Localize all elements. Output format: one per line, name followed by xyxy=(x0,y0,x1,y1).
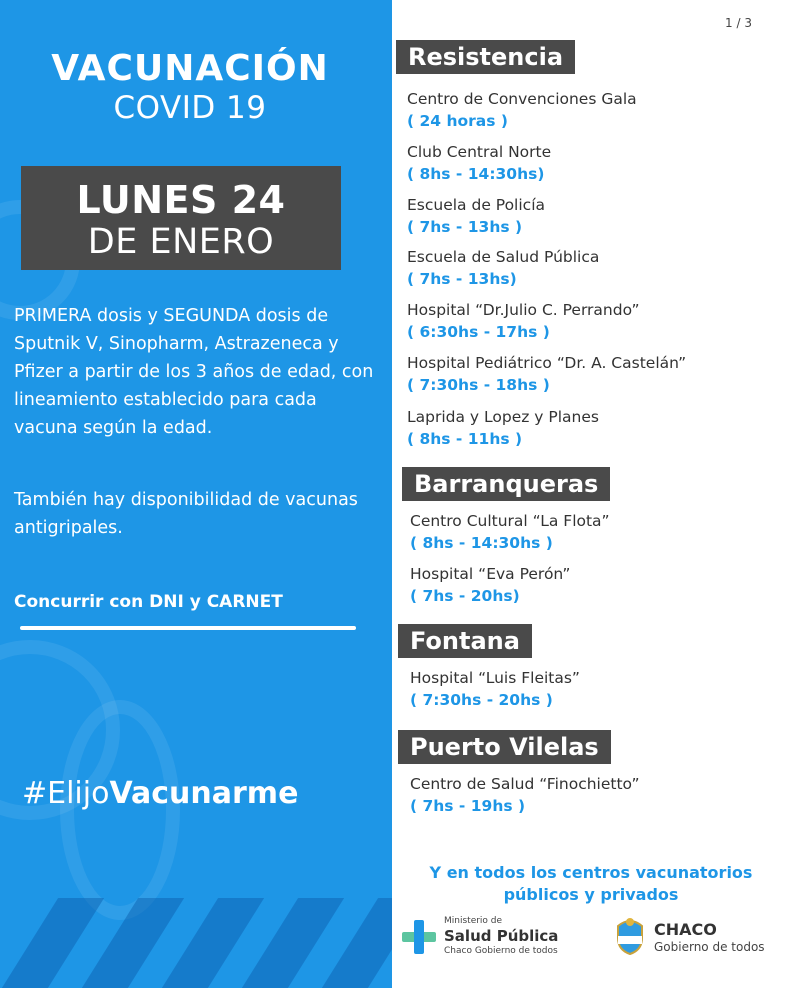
city-header-resistencia: Resistencia xyxy=(396,40,575,74)
city-header-fontana: Fontana xyxy=(398,624,532,658)
decorative-stripes xyxy=(0,898,392,988)
hashtag xyxy=(22,776,298,811)
site-place: Hospital “Eva Perón” xyxy=(410,565,571,583)
site-place: Hospital “Dr.Julio C. Perrando” xyxy=(407,301,640,319)
left-panel xyxy=(0,0,392,988)
city-header-barranqueras: Barranqueras xyxy=(402,467,610,501)
logo-chaco-line1: CHACO xyxy=(654,920,717,939)
requirements-text: Concurrir con DNI y CARNET xyxy=(14,592,283,612)
site-hours: ( 24 horas ) xyxy=(407,112,508,130)
date-day: LUNES 24 xyxy=(76,178,286,222)
divider xyxy=(20,626,356,630)
site-hours: ( 7:30hs - 20hs ) xyxy=(410,691,553,709)
date-month: DE ENERO xyxy=(87,222,275,262)
site-hours: ( 8hs - 14:30hs) xyxy=(407,165,545,183)
site-hours: ( 7hs - 19hs ) xyxy=(410,797,526,815)
hashtag-bold: Vacunarme xyxy=(109,776,299,811)
campaign-subtitle: COVID 19 xyxy=(113,90,267,126)
provincial-seal-icon xyxy=(614,916,646,956)
extra-text: También hay disponibilidad de vacunas antigripales. xyxy=(14,490,358,538)
site-place: Club Central Norte xyxy=(407,143,552,161)
plus-cross-icon xyxy=(402,920,436,954)
logo-ministerio-line2: Salud Pública xyxy=(444,927,559,945)
city-header-puerto-vilelas: Puerto Vilelas xyxy=(398,730,611,764)
date-box xyxy=(21,166,341,270)
site-hours: ( 8hs - 11hs ) xyxy=(407,430,523,448)
site-place: Hospital “Luis Fleitas” xyxy=(410,669,580,687)
site-hours: ( 7:30hs - 18hs ) xyxy=(407,376,550,394)
footer-note-line1: Y en todos los centros vacunatorios xyxy=(429,863,753,882)
page-indicator: 1 / 3 xyxy=(725,16,752,30)
logo-ministerio-line3: Chaco Gobierno de todos xyxy=(444,946,558,956)
site-place: Centro de Salud “Finochietto” xyxy=(410,775,640,793)
site-place: Laprida y Lopez y Planes xyxy=(407,408,599,426)
footer-note xyxy=(392,862,790,906)
intro-text: PRIMERA dosis y SEGUNDA dosis de Sputnik V, Sinopharm, Astrazeneca y Pfizer a partir de los 3 años de edad, con lineamiento establecido para cada vacuna según la edad. xyxy=(14,306,374,438)
site-hours: ( 7hs - 20hs) xyxy=(410,587,520,605)
site-place: Escuela de Policía xyxy=(407,196,546,214)
site-place: Escuela de Salud Pública xyxy=(407,248,600,266)
site-hours: ( 7hs - 13hs) xyxy=(407,270,517,288)
campaign-title: VACUNACIÓN xyxy=(51,48,329,89)
footer-note-line2: públicos y privados xyxy=(503,885,679,904)
hashtag-prefix: #Elijo xyxy=(22,776,110,811)
site-place: Centro Cultural “La Flota” xyxy=(410,512,610,530)
site-hours: ( 7hs - 13hs ) xyxy=(407,218,523,236)
site-place: Centro de Convenciones Gala xyxy=(407,90,637,108)
logo-ministerio-line1: Ministerio de xyxy=(444,916,503,926)
site-hours: ( 8hs - 14:30hs ) xyxy=(410,534,553,552)
site-hours: ( 6:30hs - 17hs ) xyxy=(407,323,550,341)
logo-chaco-line2: Gobierno de todos xyxy=(654,940,765,954)
site-place: Hospital Pediátrico “Dr. A. Castelán” xyxy=(407,354,687,372)
